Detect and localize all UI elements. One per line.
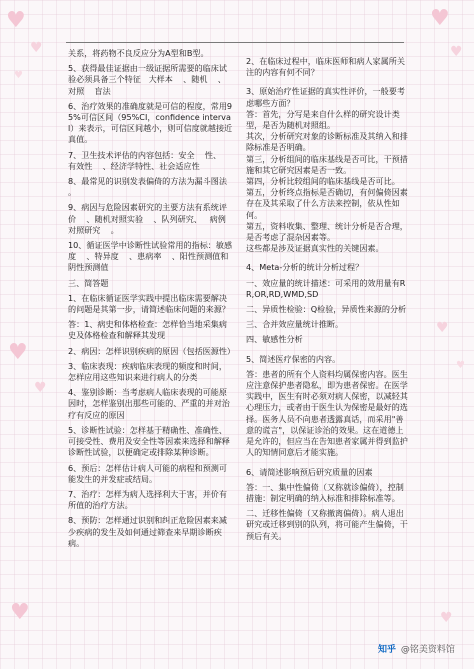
heart-decoration-icon: ♥: [10, 600, 30, 625]
paragraph: 6、治疗效果的准确度就是可信的程度，常用95%可信区间（95%CI，confidence interval）来表示，可信区间越小，则可信度就越接近 真值。: [68, 100, 240, 145]
footer-watermark: [378, 642, 455, 655]
paragraph: 8、最常见的识别发表偏倚的方法为漏斗图法 。: [68, 176, 238, 198]
answer-item: 2、病因：怎样识别疾病的原因（包括医源性）: [68, 345, 236, 356]
answer-item: 第五，分析终点指标是否确切，有何偏倚因素存在及其采取了什么方法来控制，依从性如何。: [246, 187, 408, 220]
question: 6、请简述影响预后研究质量的因素: [246, 466, 373, 477]
heart-decoration-icon: ♥: [430, 6, 450, 31]
paragraph: 9、病因与危险因素研究的主要方法有系统评价 、随机对照实验 、队列研究、 病例对照研究 。: [68, 202, 227, 235]
answer-item: 二、异质性检验：Q检验，异质性来源的分析: [246, 304, 407, 315]
answer-item: 3、临床表现：疾病临床表现的频度和时间，怎样应用这些知识来进行病人的分类: [68, 360, 227, 383]
heart-decoration-icon: ♥: [6, 8, 26, 33]
answer-item: 4、鉴别诊断：当考虑病人临床表现的可能原因时，怎样鉴别出那些可能的、严重的并对治疗有反应的原因: [68, 387, 230, 420]
left-column: [68, 48, 240, 549]
heart-decoration-icon: ♥: [34, 380, 47, 396]
answer-item: 第三，分析组间的临床基线是否可比，干预措施和其它研究因素是否一致。: [246, 153, 408, 175]
answer-item: 这些都是涉及证据真实性的关键因素。: [246, 243, 384, 254]
answer-item: 答：患者的所有个人资料均属保密内容。医生应注意保护患者隐私，即为患者保密。在医学实践中，医生有时必须对病人保密，以减轻其心理压力，或者由于医生认为保密是最好的选择。医务人员不向患者透露真话，而采用"善意的谎言"，以保证诊治的效果。这在道德上是允许的，但应当在告知患者家属并得到监护人的知情同意后才能实施。: [246, 368, 408, 458]
zhihu-logo: 知乎: [378, 645, 397, 655]
heart-decoration-icon: ♥: [450, 44, 463, 60]
heart-decoration-icon: ♥: [14, 70, 23, 81]
answer-item: 6、预后：怎样估计病人可能的病程和预测可能发生的并发症或结局。: [68, 462, 227, 484]
question: 3、原始治疗性证据的真实性评价，一般要考虑哪些方面？: [246, 86, 405, 108]
paragraph: 10、循证医学中诊断性试验常用的指标：敏感度 、特异度 、患病率 、阳性预测值和阴性预测值: [68, 240, 233, 273]
right-column: [246, 48, 410, 542]
answer-item: 答：1、病史和体格检查：怎样恰当地采集病史及体格检查和解释其发现: [68, 319, 227, 341]
paragraph: 7、卫生技术评估的内容包括：安全 性、 有效性 、经济学特性、社会适应性: [68, 149, 229, 171]
answer-item: 四、敏感性分析: [246, 334, 303, 345]
answer-item: 第五，资料收集、整理、统计分析是否合理，是否考虑了混杂因素等。: [246, 220, 408, 243]
heart-decoration-icon: ♥: [8, 340, 28, 365]
question: 2、在临床过程中，临床医师和病人家属所关注的内容有何不同？: [246, 56, 405, 78]
answer-item: 8、预防：怎样通过识别和纠正危险因素来减少疾病的发生及如何通过筛查来早期诊断疾病。: [68, 515, 227, 548]
answer-item: 一、效应量的统计描述：可采用的效用量有RR,OR,RD,WMD,SD: [246, 277, 406, 299]
section-heading: 三、简答题: [68, 277, 109, 288]
heart-decoration-icon: ♥: [436, 320, 449, 336]
answer-item: 二、迁移性偏倚（又称撤离偏倚）。病人退出研究或迁移到别的队列，将可能产生偏倚，干预后有关。: [246, 508, 408, 541]
answer-item: 5、诊断性试验：怎样基于精确性、准确性、可接受性、费用及安全性等因素来选择和解释诊断性试验，以便确定或排除某种诊断。: [68, 424, 230, 458]
question: 1、在临床循证医学实践中提出临床需要解决的问题是其第一步，请简述临床问题的来源？: [68, 292, 230, 315]
top-rule: [66, 42, 404, 43]
heart-decoration-icon: ♥: [30, 40, 43, 56]
paragraph: 5、获得最佳证据由一级证据所需要的临床试验必须具备三个特征 大样本 、随机 、对照 盲法: [68, 63, 227, 96]
answer-item: 7、治疗：怎样为病人选择利大于害，并价有所值的治疗方法。: [68, 488, 227, 511]
answer-item: 其次，分析研究对象的诊断标准及其纳入和排除标准是否明确。: [246, 131, 408, 153]
heart-decoration-icon: ♥: [456, 360, 465, 371]
heart-decoration-icon: ♥: [440, 610, 453, 626]
answer-item: 答：一、集中性偏倚（又称就诊偏倚），控制措施：制定明确的纳入标准和排除标准等。: [246, 481, 404, 503]
answer-item: 第四，分析比较组间的临床基线是否可比。: [246, 176, 400, 187]
question: 4、Meta-分析的统计分析过程？: [246, 262, 364, 273]
answer-item: 答：首先，分写是来自什么样的研究设计类型，是否为随机对照组。: [246, 108, 400, 131]
paragraph: 关系，将药物不良反应分为A型和B型。: [68, 48, 209, 58]
answer-item: 三、合并效应量统计推断。: [246, 319, 344, 330]
brand-text: @铭美资料馆: [400, 645, 455, 655]
question: 5、简述医疗保密的内容。: [246, 353, 341, 364]
